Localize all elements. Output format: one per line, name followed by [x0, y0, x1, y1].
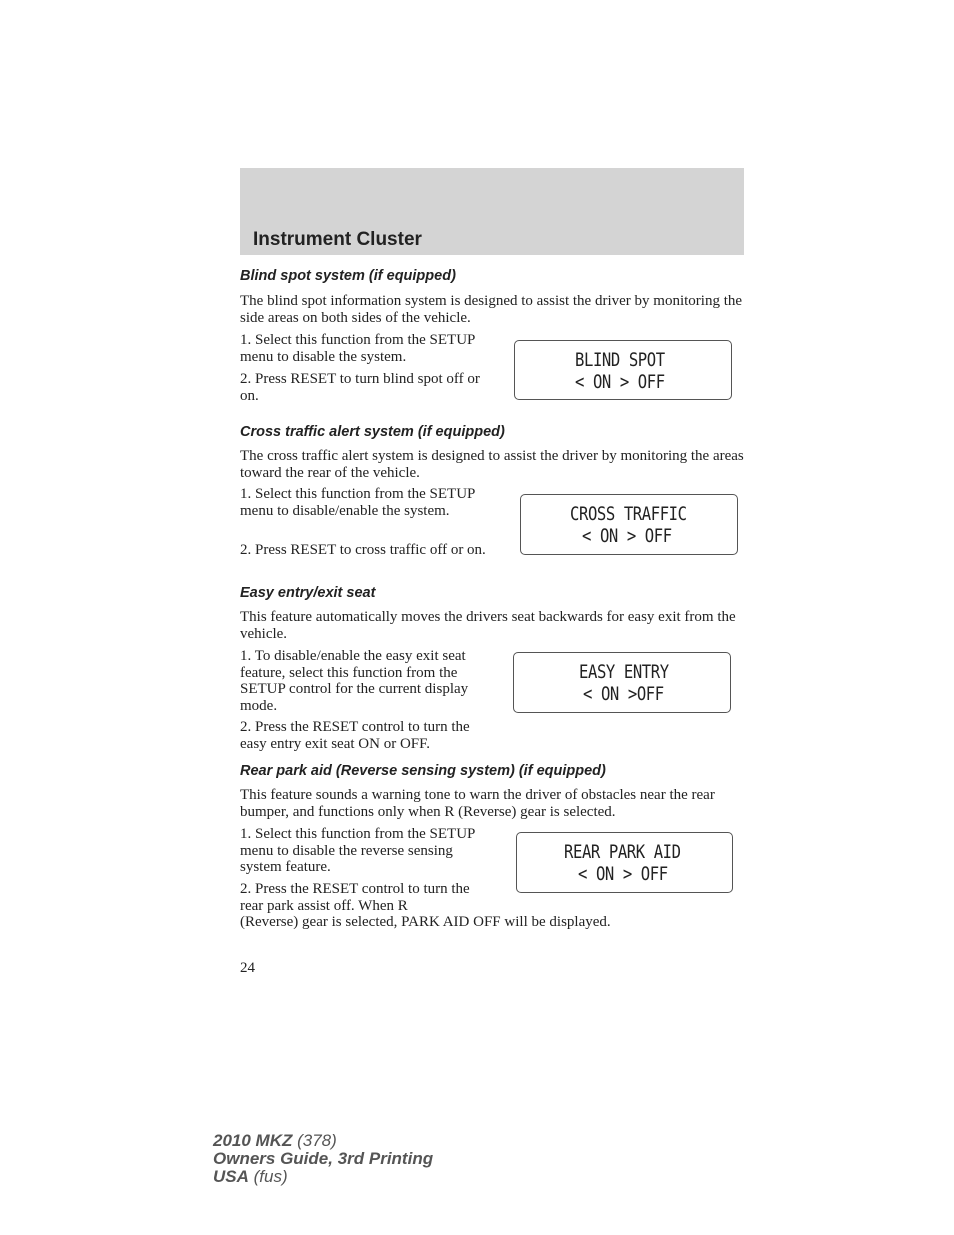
step-2-blind-spot: 2. Press RESET to turn blind spot off or on.	[240, 371, 480, 404]
footer-guide: Owners Guide, 3rd Printing	[213, 1149, 434, 1168]
step-2-rear-park-aid: 2. Press the RESET control to turn the rear park assist off. When R	[240, 881, 470, 914]
display-line-2: < ON > OFF	[578, 863, 668, 885]
footer-model-code: (378)	[297, 1131, 337, 1150]
display-blind-spot	[514, 340, 732, 400]
section-intro-easy-entry: This feature automatically moves the drivers seat backwards for easy exit from the vehicle.	[240, 609, 736, 642]
footer-model: 2010 MKZ	[213, 1131, 293, 1150]
display-line-1: BLIND SPOT	[575, 349, 665, 371]
section-heading-blind-spot: Blind spot system (if equipped)	[240, 268, 456, 284]
step-1-blind-spot: 1. Select this function from the SETUP menu to disable the system.	[240, 332, 475, 365]
step-1-cross-traffic: 1. Select this function from the SETUP menu to disable/enable the system.	[240, 486, 475, 519]
display-line-1: CROSS TRAFFIC	[570, 503, 687, 525]
footer-line-region	[213, 1168, 433, 1186]
footer-region-code: (fus)	[253, 1167, 288, 1186]
display-rear-park-aid	[516, 832, 733, 893]
display-cross-traffic	[520, 494, 738, 555]
display-line-1: EASY ENTRY	[579, 661, 669, 683]
section-intro-rear-park-aid: This feature sounds a warning tone to warn the driver of obstacles near the rear bumper, and functions only when R (Reverse) gear is selected.	[240, 787, 715, 820]
step-2-easy-entry: 2. Press the RESET control to turn the easy entry exit seat ON or OFF.	[240, 719, 470, 752]
section-intro-blind-spot: The blind spot information system is designed to assist the driver by monitoring the side areas on both sides of the vehicle.	[240, 293, 743, 326]
section-intro-cross-traffic: The cross traffic alert system is designed to assist the driver by monitoring the areas toward the rear of the vehicle.	[240, 448, 744, 481]
step-1-rear-park-aid: 1. Select this function from the SETUP menu to disable the reverse sensing system feature.	[240, 826, 475, 875]
step-2-rear-park-aid-continued: (Reverse) gear is selected, PARK AID OFF will be displayed.	[240, 914, 611, 930]
chapter-header-band	[240, 168, 744, 255]
display-line-2: < ON >OFF	[583, 683, 664, 705]
step-2-cross-traffic: 2. Press RESET to cross traffic off or on.	[240, 542, 486, 558]
footer-imprint	[213, 1132, 433, 1186]
display-line-2: < ON > OFF	[575, 371, 665, 393]
display-line-1: REAR PARK AID	[564, 841, 681, 863]
step-1-easy-entry: 1. To disable/enable the easy exit seat feature, select this function from the SETUP control for the current display mode.	[240, 648, 469, 714]
display-line-2: < ON > OFF	[582, 525, 672, 547]
section-heading-cross-traffic: Cross traffic alert system (if equipped)	[240, 424, 505, 440]
footer-region: USA	[213, 1167, 249, 1186]
footer-line-model	[213, 1132, 433, 1150]
display-easy-entry	[513, 652, 731, 713]
page-number: 24	[240, 960, 255, 976]
chapter-title: Instrument Cluster	[253, 229, 422, 250]
section-heading-rear-park-aid: Rear park aid (Reverse sensing system) (if equipped)	[240, 763, 606, 779]
section-heading-easy-entry: Easy entry/exit seat	[240, 585, 376, 601]
